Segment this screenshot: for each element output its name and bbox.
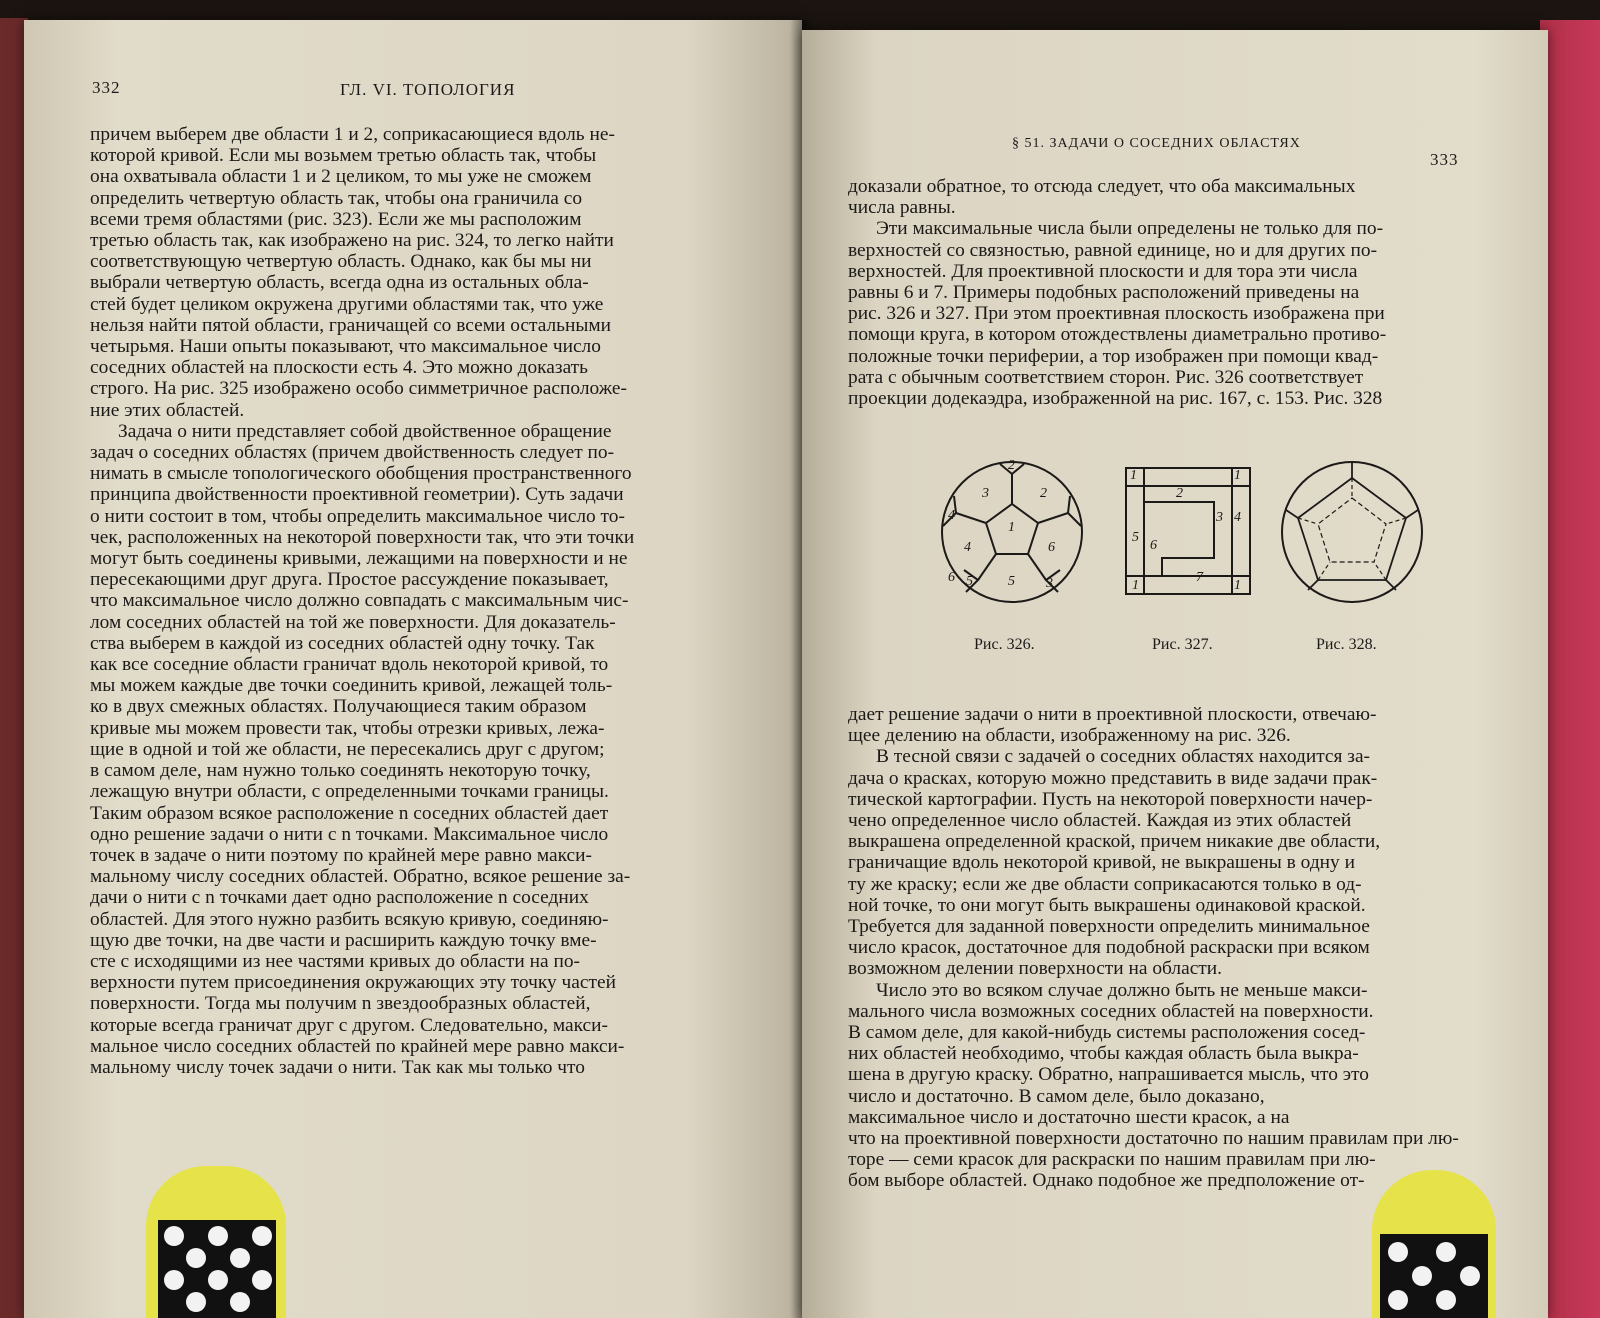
figure-region-label: 2: [1040, 486, 1047, 501]
marker-dot: [1436, 1290, 1456, 1310]
figure-region-label: 2: [1008, 458, 1015, 473]
text-line: Эти максимальные числа были определены не только для по-: [876, 218, 1384, 240]
right-page-number: 333: [1430, 150, 1459, 169]
figure-region-label: 6: [1150, 538, 1157, 553]
text-line: мальному числу точек задачи о нити. Так как мы только что: [90, 1056, 585, 1078]
figure-region-label: 4: [964, 540, 971, 555]
text-line: рата с обычным соответствием сторон. Рис. 326 соответствует: [848, 366, 1364, 388]
text-line: одно решение задачи о нити с n точками. Максимальное число: [90, 823, 609, 845]
figure-region-label: 1: [1132, 578, 1139, 593]
text-line: мальному числу соседних областей. Обратно, всякое решение за-: [90, 866, 631, 888]
marker-dot: [1388, 1290, 1408, 1310]
marker-dot: [230, 1292, 250, 1312]
text-line: в самом деле, нам нужно только соединять некоторую точку,: [90, 760, 591, 782]
text-line: доказали обратное, то отсюда следует, что оба максимальных: [848, 176, 1356, 197]
text-line: проекции додекаэдра, изображенной на рис. 167, с. 153. Рис. 328: [848, 388, 1383, 410]
text-line: всеми тремя областями (рис. 323). Если же мы расположим: [90, 208, 582, 230]
figure-region-label: 7: [1196, 570, 1203, 585]
text-line: них областей необходимо, чтобы каждая область была выкра-: [848, 1043, 1359, 1065]
text-line: пересекающими друг друга. Простое рассуждение показывает,: [90, 569, 609, 591]
left-running-head: ГЛ. VI. ТОПОЛОГИЯ: [340, 80, 516, 99]
figure-326-caption: Рис. 326.: [974, 636, 1035, 653]
text-line: дачи о нити с n точками дает одно расположение n соседних: [90, 887, 589, 909]
figure-327-caption: Рис. 327.: [1152, 636, 1213, 653]
text-line: задач о соседних областях (причем двойственность следует по-: [90, 442, 615, 464]
text-line: верхности путем присоединения окружающих эту точку частей: [90, 972, 616, 994]
text-line: тической картографии. Пусть на некоторой поверхности начер-: [848, 788, 1373, 810]
text-line: Задача о нити представляет собой двойственное обращение: [118, 420, 612, 442]
text-line: верхностей со связностью, равной единице, но и для других по-: [848, 239, 1378, 261]
figure-region-label: 1: [1130, 468, 1137, 483]
text-line: поверхности. Тогда мы получим n звездообразных областей,: [90, 993, 591, 1015]
figure-327-torus-square: [1124, 466, 1252, 596]
text-line: ко в двух смежных областях. Получающиеся таким образом: [90, 696, 587, 718]
marker-dot: [164, 1226, 184, 1246]
page-marker-pattern-left: [158, 1220, 276, 1318]
marker-dot: [208, 1226, 228, 1246]
text-line: областей. Для этого нужно разбить всякую кривую, соединяю-: [90, 908, 609, 930]
text-line: выбрали четвертую область, всегда одна из остальных обла-: [90, 272, 589, 294]
text-line: положные точки периферии, а тор изображен при помощи квад-: [848, 345, 1379, 367]
marker-dot: [252, 1226, 272, 1246]
figure-region-label: 2: [1176, 486, 1183, 501]
text-line: чек, расположенных на некоторой поверхности так, что эти точки: [90, 526, 635, 548]
text-line: дает решение задачи о нити в проективной плоскости, отвечаю-: [848, 704, 1377, 725]
figure-region-label: 5: [1008, 574, 1015, 589]
text-line: число и достаточно. В самом деле, было доказано,: [848, 1085, 1265, 1107]
left-page: [24, 20, 802, 1318]
text-line: выкрашена определенной краской, причем никакие две области,: [848, 831, 1381, 853]
figure-region-label: 1: [1234, 578, 1241, 593]
text-line: В самом деле, для какой-нибудь системы расположения сосед-: [848, 1022, 1366, 1044]
text-line: числа равны.: [848, 197, 956, 219]
text-line: она охватывала области 1 и 2 целиком, то мы уже не сможем: [90, 166, 592, 188]
figure-region-label: 1: [1008, 520, 1015, 535]
page-marker-pattern-right: [1380, 1234, 1488, 1318]
text-line: могут быть соединены кривыми, лежащими на поверхности и не: [90, 548, 628, 570]
text-line: верхностей. Для проективной плоскости и для тора эти числа: [848, 260, 1358, 282]
text-line: сте с исходящими из нее частями кривых до области на по-: [90, 950, 580, 972]
text-line: мальное число соседних областей по крайней мере равно макси-: [90, 1035, 625, 1057]
figure-region-label: 4: [1234, 510, 1241, 525]
text-line: стей будет целиком окружена другими областями так, что уже: [90, 293, 604, 315]
figure-region-label: 6: [1048, 540, 1055, 555]
figure-region-label: 3: [982, 486, 989, 501]
text-line: возможном делении поверхности на области.: [848, 958, 1223, 980]
marker-dot: [208, 1270, 228, 1290]
marker-dot: [1388, 1242, 1408, 1262]
text-line: ной точке, то они могут быть выкрашены одинаковой краской.: [848, 894, 1366, 916]
figure-region-label: 6: [948, 570, 955, 585]
text-line: мального числа возможных соседних областей на поверхности.: [848, 1000, 1374, 1022]
right-body-text-top: [848, 176, 1518, 409]
marker-dot: [186, 1292, 206, 1312]
text-line: ства выберем в каждой из соседних областей одну точку. Так: [90, 632, 595, 654]
text-line: Таким образом всякое расположение n соседних областей дает: [90, 802, 609, 824]
text-line: соответствующую четвертую область. Однако, как бы мы ни: [90, 251, 592, 273]
right-body-text-bottom: [848, 704, 1518, 1192]
text-line: равны 6 и 7. Примеры подобных расположений приведены на: [848, 282, 1360, 304]
text-line: дача о красках, которую можно представить в виде задачи прак-: [848, 767, 1378, 789]
left-body-text: [90, 124, 790, 1078]
text-line: щее делению на области, изображенному на рис. 326.: [848, 725, 1291, 747]
marker-dot: [230, 1248, 250, 1268]
figure-328-caption: Рис. 328.: [1316, 636, 1377, 653]
book-cover-right-edge: [1540, 20, 1600, 1318]
text-line: что максимальное число должно совпадать с максимальным чис-: [90, 590, 629, 612]
text-line: четырьмя. Наши опыты показывают, что максимальное число: [90, 336, 601, 358]
figure-region-label: 5: [1132, 530, 1139, 545]
text-line: Число это во всяком случае должно быть не меньше макси-: [876, 979, 1368, 1001]
figure-328-thread-problem: [1278, 458, 1426, 606]
figure-region-label: 4: [948, 508, 955, 523]
text-line: причем выберем две области 1 и 2, соприкасающиеся вдоль не-: [90, 124, 615, 145]
figure-region-label: 1: [1234, 468, 1241, 483]
text-line: строго. На рис. 325 изображено особо симметричное расположе-: [90, 378, 627, 400]
figure-region-label: 5: [966, 574, 973, 589]
text-line: шена в другую краску. Обратно, напрашивается мысль, что это: [848, 1064, 1369, 1086]
text-line: как все соседние области граничат вдоль некоторой кривой, то: [90, 654, 609, 676]
text-line: рис. 326 и 327. При этом проективная плоскость изображена при: [848, 303, 1385, 325]
figure-region-label: 3: [1046, 576, 1053, 591]
text-line: которой кривой. Если мы возьмем третью область так, чтобы: [90, 145, 597, 167]
text-line: граничащие вдоль некоторой кривой, не выкрашены в одну и: [848, 852, 1355, 874]
text-line: В тесной связи с задачей о соседних областях находится за-: [876, 746, 1371, 768]
text-line: число красок, достаточное для подобной раскраски при всяком: [848, 937, 1370, 959]
text-line: нимать в смысле топологического обобщения пространственного: [90, 463, 632, 485]
text-line: лом соседних областей на той же поверхности. Для доказатель-: [90, 611, 616, 633]
text-line: кривые мы можем провести так, чтобы отрезки кривых, лежа-: [90, 717, 605, 739]
page-marker-tab-left: [146, 1166, 286, 1318]
text-line: ту же краску; если же две области соприкасаются только в од-: [848, 873, 1362, 895]
figure-region-label: 3: [1216, 510, 1223, 525]
text-line: торе — семи красок для раскраски по нашим правилам при лю-: [848, 1149, 1376, 1171]
marker-dot: [164, 1270, 184, 1290]
text-line: щую две точки, на две части и расширить каждую точку вме-: [90, 929, 597, 951]
text-line: бом выборе областей. Однако подобное же предположение от-: [848, 1170, 1365, 1192]
marker-dot: [1460, 1266, 1480, 1286]
text-line: которые всегда граничат друг с другом. Следовательно, макси-: [90, 1014, 608, 1036]
right-running-head: § 51. ЗАДАЧИ О СОСЕДНИХ ОБЛАСТЯХ: [1012, 136, 1301, 151]
text-line: чено определенное число областей. Каждая из этих областей: [848, 810, 1352, 832]
text-line: лежащую внутри области, с определенными точками границы.: [90, 781, 609, 803]
text-line: щие в одной и той же области, не пересекались друг с другом;: [90, 738, 605, 760]
text-line: соседних областей на плоскости есть 4. Это можно доказать: [90, 357, 588, 379]
text-line: определить четвертую область так, чтобы она граничила со: [90, 187, 583, 209]
text-line: принципа двойственности проективной геометрии). Суть задачи: [90, 484, 624, 506]
right-page: [802, 30, 1548, 1318]
text-line: помощи круга, в котором отождествлены диаметрально противо-: [848, 324, 1387, 346]
text-line: о нити состоит в том, чтобы определить максимальное число то-: [90, 505, 625, 527]
text-line: мы можем каждые две точки соединить кривой, лежащей толь-: [90, 675, 613, 697]
text-line: третью область так, как изображено на рис. 324, то легко найти: [90, 230, 614, 252]
marker-dot: [186, 1248, 206, 1268]
text-line: что на проективной поверхности достаточно по нашим правилам при лю-: [848, 1128, 1459, 1150]
marker-dot: [1436, 1242, 1456, 1262]
text-line: ние этих областей.: [90, 399, 245, 421]
left-page-number: 332: [92, 78, 121, 97]
page-marker-tab-right: [1372, 1170, 1496, 1318]
text-line: Требуется для заданной поверхности определить минимальное: [848, 916, 1370, 938]
marker-dot: [1412, 1266, 1432, 1286]
text-line: нельзя найти пятой области, граничащей со всеми остальными: [90, 314, 612, 336]
text-line: точек в задаче о нити поэтому по крайней мере равно макси-: [90, 844, 592, 866]
marker-dot: [252, 1270, 272, 1290]
text-line: максимальное число и достаточно шести красок, а на: [848, 1106, 1290, 1128]
